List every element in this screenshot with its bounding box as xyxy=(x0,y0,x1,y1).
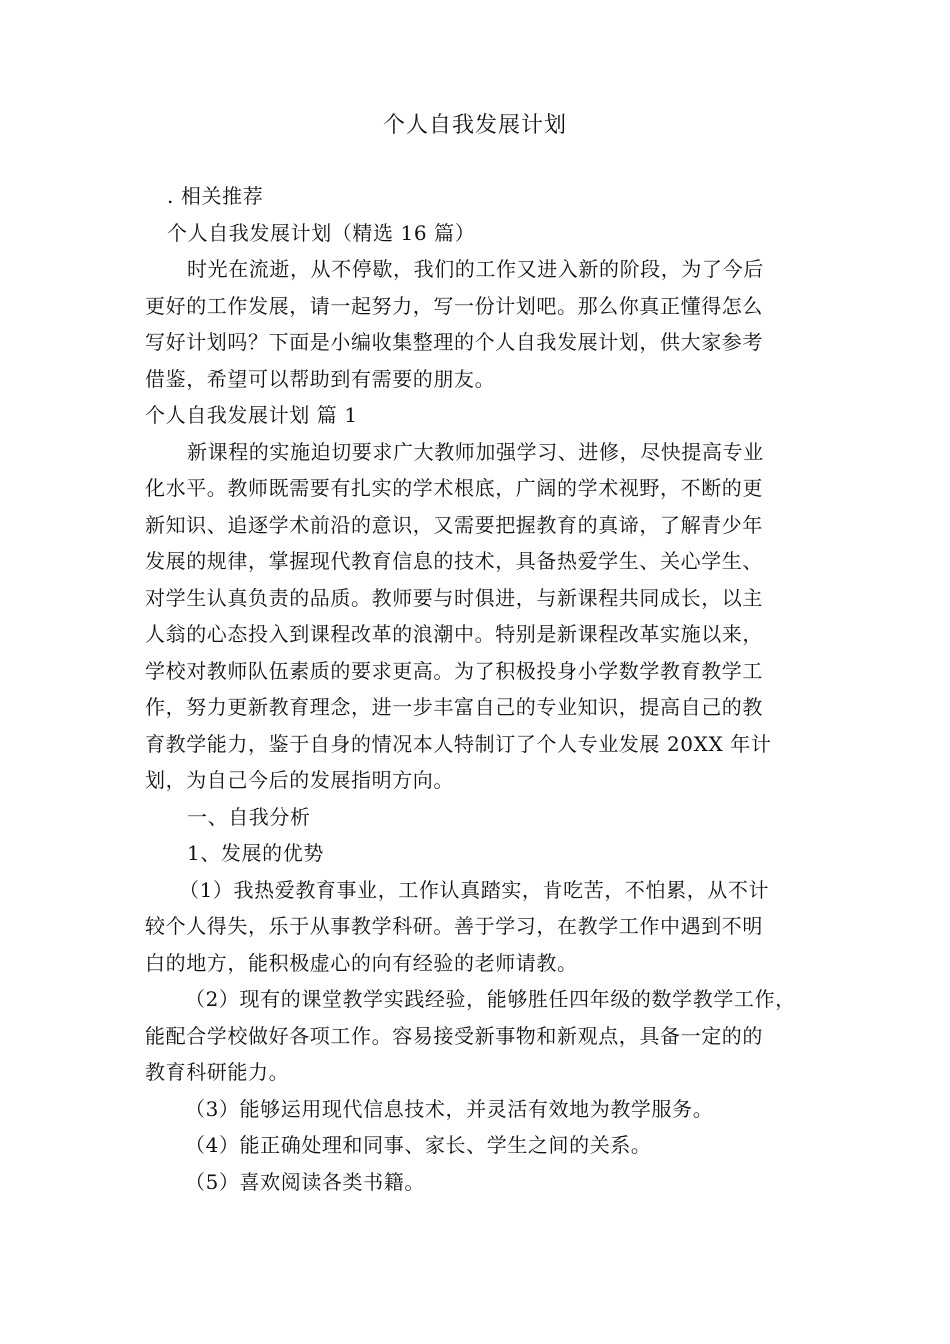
text-line: 划，为自己今后的发展指明方向。 xyxy=(145,768,454,792)
text-line: 借鉴，希望可以帮助到有需要的朋友。 xyxy=(145,366,496,391)
text-line: （2）现有的课堂教学实践经验，能够胜任四年级的数学教学工作， xyxy=(185,987,796,1011)
text-line: 个人自我发展计划（精选 16 篇） xyxy=(167,220,476,245)
text-line: （3）能够运用现代信息技术，并灵活有效地为教学服务。 xyxy=(185,1096,714,1121)
text-line: 能配合学校做好各项工作。容易接受新事物和新观点，具备一定的的 xyxy=(145,1023,763,1048)
text-line: 写好计划吗？下面是小编收集整理的个人自我发展计划，供大家参考 xyxy=(145,330,763,354)
text-line: 新课程的实施迫切要求广大教师加强学习、进修，尽快提高专业 xyxy=(187,439,764,464)
text-line: 新知识、追逐学术前沿的意识，又需要把握教育的真谛，了解青少年 xyxy=(145,512,763,537)
text-line: 较个人得失，乐于从事教学科研。善于学习，在教学工作中遇到不明 xyxy=(145,914,763,938)
page-title: 个人自我发展计划 xyxy=(382,113,567,138)
text-line: 个人自我发展计划 篇 1 xyxy=(145,403,358,427)
text-line: 对学生认真负责的品质。教师要与时俱进，与新课程共同成长，以主 xyxy=(145,585,763,610)
text-line: 教育科研能力。 xyxy=(145,1060,290,1084)
text-line: 化水平。教师既需要有扎实的学术根底，广阔的学术视野，不断的更 xyxy=(145,476,763,500)
text-line: 1、发展的优势 xyxy=(187,841,324,865)
text-line: 更好的工作发展，请一起努力，写一份计划吧。那么你真正懂得怎么 xyxy=(145,293,763,318)
text-line: 一、自我分析 xyxy=(187,804,311,829)
text-line: （5）喜欢阅读各类书籍。 xyxy=(185,1169,425,1194)
text-line: （1）我热爱教育事业，工作认真踏实，肯吃苦，不怕累，从不计 xyxy=(179,877,770,902)
text-line: 人翁的心态投入到课程改革的浪潮中。特别是新课程改革实施以来， xyxy=(145,622,763,646)
text-line: 学校对教师队伍素质的要求更高。为了积极投身小学数学教育教学工 xyxy=(145,658,763,683)
text-line: 白的地方，能积极虚心的向有经验的老师请教。 xyxy=(145,950,578,975)
text-line: . 相关推荐 xyxy=(167,184,264,208)
document-body xyxy=(145,178,810,1200)
text-line: （4）能正确处理和同事、家长、学生之间的关系。 xyxy=(185,1133,652,1157)
text-line: 育教学能力，鉴于自身的情况本人特制订了个人专业发展 20XX 年计 xyxy=(145,731,772,756)
text-line: 发展的规律，掌握现代教育信息的技术，具备热爱学生、关心学生、 xyxy=(145,549,763,573)
text-line: 时光在流逝，从不停歇，我们的工作又进入新的阶段，为了今后 xyxy=(187,257,764,281)
text-line: 作，努力更新教育理念，进一步丰富自己的专业知识，提高自己的教 xyxy=(145,695,763,719)
